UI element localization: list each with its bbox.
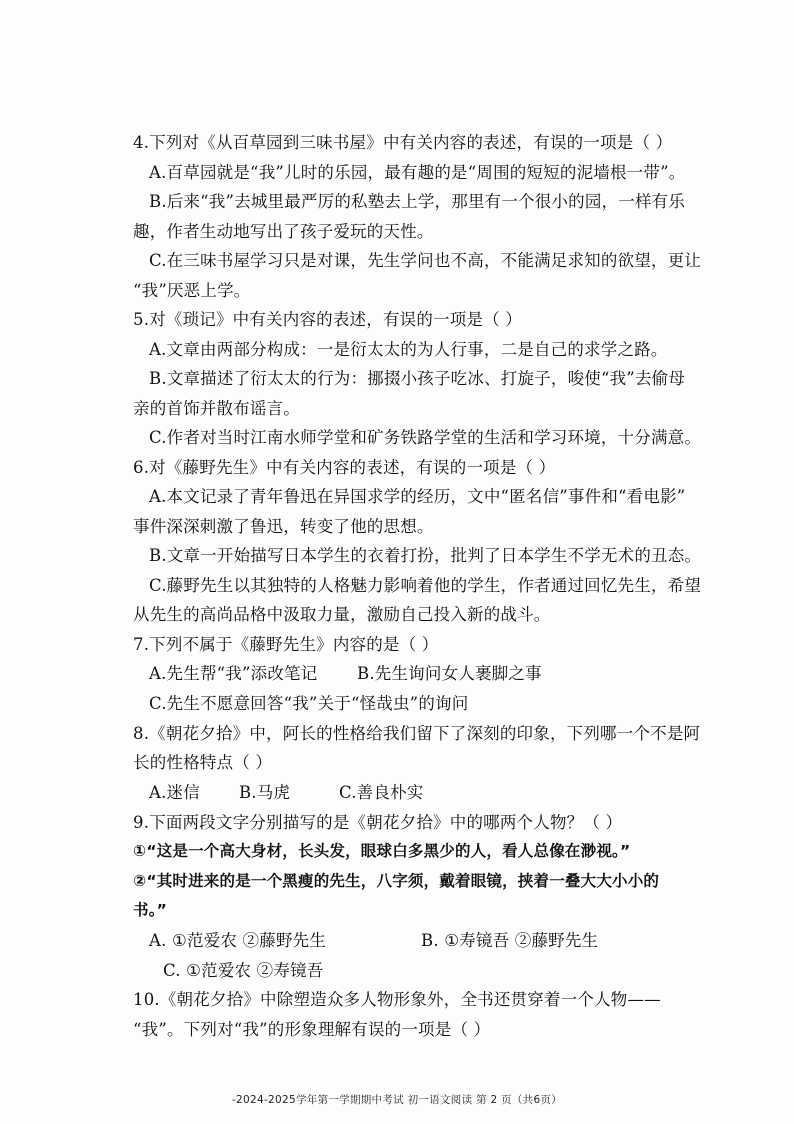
q9-option-b: B. ①寿镜吾 ②藤野先生 [421, 930, 599, 950]
q4-option-b-line1: B.后来“我”去城里最严厉的私塾去上学，那里有一个很小的园，一样有乐 [149, 192, 686, 211]
q7-stem: 7.下列不属于《藤野先生》内容的是（ ） [133, 634, 439, 654]
q7-option-a: A.先生帮“我”添改笔记 [149, 664, 318, 683]
q7-options-row [133, 659, 733, 689]
question-content [133, 128, 733, 1044]
q8-option-a: A.迷信 [149, 782, 200, 802]
page-footer: -2024-2025学年第一学期期中考试 初一语文阅读 第 2 页（共6页） [231, 1094, 563, 1106]
q4-stem: 4.下列对《从百草园到三味书屋》中有关内容的表述，有误的一项是（ ） [133, 133, 673, 152]
q10-stem-line2: “我”。下列对“我”的形象理解有误的一项是（ ） [133, 1019, 491, 1039]
q5-option-b-line2: 亲的首饰并散布谣言。 [133, 398, 300, 418]
q10-stem-line1: 10.《朝花夕拾》中除塑造众多人物形象外，全书还贯穿着一个人物—— [133, 990, 661, 1009]
q9-stem: 9.下面两段文字分别描写的是《朝花夕拾》中的哪两个人物？（ ） [133, 812, 623, 832]
q9-passage-1: ①“这是一个高大身材，长头发，眼球白多黑少的人，看人总像在渺视。” [133, 842, 631, 860]
q5-stem: 5.对《琐记》中有关内容的表述，有误的一项是（ ） [133, 310, 522, 329]
q9-options-row [133, 926, 733, 956]
q6-option-a-line2: 事件深深刺激了鲁迅，转变了他的思想。 [133, 516, 434, 536]
q8-options-row [133, 778, 733, 808]
q4-option-c-line2: “我”厌恶上学。 [133, 280, 251, 300]
q9-option-c: C. ①范爱农 ②寿镜吾 [163, 960, 324, 980]
q5-option-b-line1: B.文章描述了衍太太的行为：挪掇小孩子吃冰、打旋子，唆使“我”去偷母 [149, 369, 686, 388]
q6-option-a-line1: A.本文记录了青年鲁迅在异国求学的经历，文中“匿名信”事件和“看电影” [149, 487, 686, 506]
q5-option-a: A.文章由两部分构成：一是衍太太的为人行事，二是自己的求学之路。 [149, 339, 668, 359]
q9-passage-2-line2: 书。” [133, 901, 168, 919]
q6-option-c-line1: C.藤野先生以其独特的人格魅力影响着他的学生，作者通过回忆先生，希望 [149, 575, 702, 595]
q7-option-c: C.先生不愿意回答“我”关于“怪哉虫”的询问 [149, 694, 469, 713]
q6-stem: 6.对《藤野先生》中有关内容的表述，有误的一项是（ ） [133, 457, 556, 477]
q4-option-b-line2: 趣，作者生动地写出了孩子爱玩的天性。 [133, 221, 434, 241]
q8-stem-line1: 8.《朝花夕拾》中，阿长的性格给我们留下了深刻的印象，下列哪一个不是阿 [133, 723, 701, 743]
q9-passage-2-line1: ②“其时进来的是一个黑瘦的先生，八字须，戴着眼镜，挟着一叠大大小小的 [133, 871, 660, 890]
q7-option-b: B.先生询问女人裹脚之事 [357, 664, 542, 683]
q6-option-c-line2: 从先生的高尚品格中汲取力量，激励自己投入新的战斗。 [133, 605, 551, 624]
q6-option-b: B.文章一开始描写日本学生的衣着打扮，批判了日本学生不学无术的丑态。 [149, 546, 702, 565]
q9-option-a: A. ①范爱农 ②藤野先生 [149, 930, 327, 950]
q8-option-b: B.马虎 [239, 782, 291, 802]
q8-stem-line2: 长的性格特点（ ） [133, 753, 273, 772]
q8-option-c: C.善良朴实 [339, 782, 424, 802]
q5-option-c: C.作者对当时江南水师学堂和矿务铁路学堂的生活和学习环境，十分满意。 [149, 428, 702, 447]
q4-option-a: A.百草园就是“我”儿时的乐园，最有趣的是“周围的短短的泥墙根一带”。 [149, 162, 686, 182]
q4-option-c-line1: C.在三味书屋学习只是对课，先生学问也不高，不能满足求知的欲望，更让 [149, 251, 702, 270]
